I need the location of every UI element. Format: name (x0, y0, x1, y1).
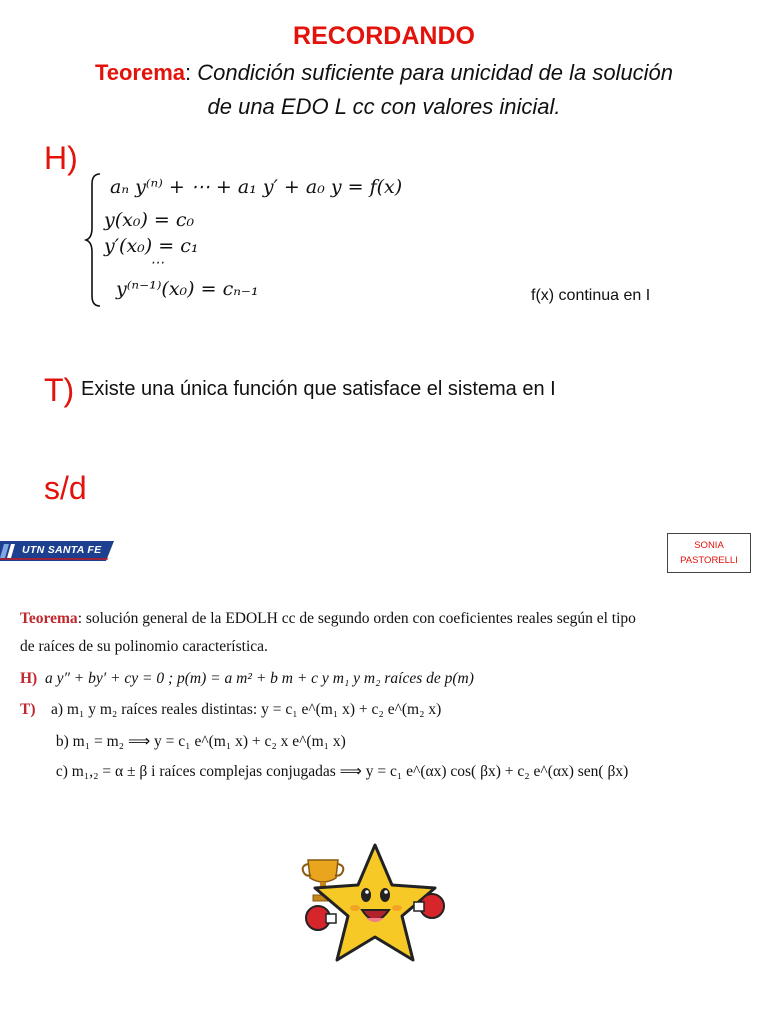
case-b-text: b) m₁ = m₂ ⟹ y = c₁ e^(m₁ x) + c₂ x e^(m₁ x) (55, 733, 346, 750)
theorem2-text: : solución general de la EDOLH cc de segundo orden con coeficientes reales según el tipo (77, 610, 636, 627)
author-first-name: SONIA (694, 540, 724, 551)
thesis2-row-a (20, 701, 441, 719)
case-a-text: a) m₁ y m₂ raíces reales distintas: y = c₁ e^(m₁ x) + c₂ e^(m₂ x) (51, 701, 442, 718)
hypothesis2-row (20, 670, 474, 688)
theorem2-line1 (20, 610, 636, 628)
thesis-label: T) (44, 372, 75, 408)
system-brace-icon (84, 172, 102, 308)
theorem-heading-line1 (0, 60, 768, 86)
proof-label: s/d (44, 470, 87, 506)
thesis2-row-b (20, 732, 346, 751)
thesis-text: Existe una única función que satisface el sistema en I (81, 378, 556, 400)
initial-condition-2: y′(x₀) = c₁ (104, 235, 199, 257)
hypothesis-label: H) (44, 140, 78, 176)
initial-condition-1: y(x₀) = c₀ (104, 209, 195, 231)
theorem-description-line1: Condición suficiente para unicidad de la solución (197, 60, 674, 85)
theorem-description-line2: de una EDO L cc con valores inicial. (207, 94, 561, 119)
continuity-note: f(x) continua en I (531, 287, 651, 304)
thesis2-row-c (20, 762, 628, 781)
star-trophy-mascot-icon (300, 840, 450, 980)
thesis2-label: T) (20, 701, 36, 718)
theorem2-line2: de raíces de su polinomio característica. (20, 638, 268, 655)
differential-equation: aₙ y⁽ⁿ⁾ + ⋯ + a₁ y′ + a₀ y = f(x) (110, 176, 403, 198)
theorem-label: Teorema (94, 60, 186, 85)
theorem2-label: Teorema (20, 610, 78, 627)
theorem-colon: : (185, 60, 192, 85)
hypothesis2-label: H) (20, 670, 38, 687)
hypothesis2-text: a y″ + by′ + cy = 0 ; p(m) = a m² + b m + c y m₁ y m₂ raíces de p(m) (44, 670, 474, 687)
slide-title: RECORDANDO (293, 22, 475, 50)
ellipsis: ⋯ (150, 255, 164, 271)
initial-condition-n: y⁽ⁿ⁻¹⁾(x₀) = cₙ₋₁ (116, 278, 259, 300)
author-last-name: PASTORELLI (680, 555, 738, 566)
utn-logo-text: UTN SANTA FE (22, 544, 102, 556)
author-box (667, 533, 751, 573)
case-c-text: c) m₁,₂ = α ± β i raíces complejas conjugadas ⟹ y = c₁ e^(αx) cos( βx) + c₂ e^(αx) sen( βx) (55, 763, 629, 780)
